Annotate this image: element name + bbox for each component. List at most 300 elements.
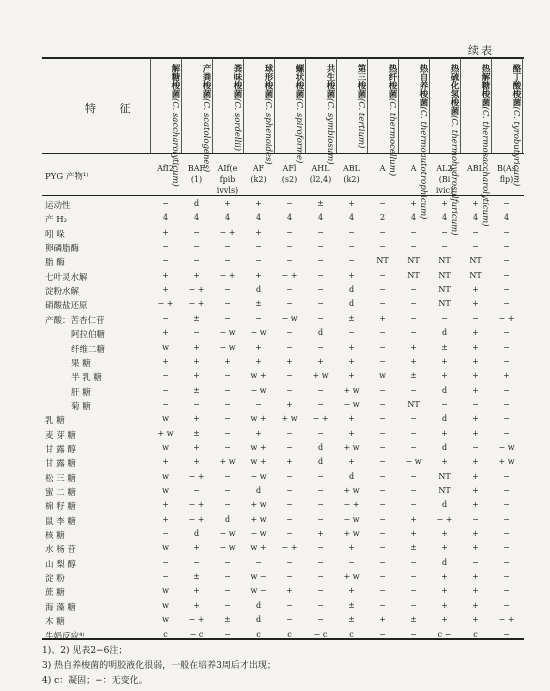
table-cell: − <box>162 371 169 381</box>
table-cell: + <box>441 356 448 366</box>
table-cell: − <box>503 270 510 280</box>
pyg-product-line: ivvls) <box>216 186 239 195</box>
table-cell: − <box>193 242 200 252</box>
table-cell: − <box>503 285 510 295</box>
table-cell: − <box>410 572 417 582</box>
table-cell: − <box>317 486 324 495</box>
row-label: 鼠 李 糖 <box>45 516 76 527</box>
species-name: 螺状梭菌 <box>294 64 304 98</box>
table-cell: + <box>317 356 324 366</box>
table-cell: c <box>256 629 261 639</box>
table-cell: − <box>379 457 386 467</box>
table-cell: + <box>441 572 448 582</box>
table-cell: − + <box>343 500 360 510</box>
table-cell: + <box>472 371 479 381</box>
table-cell: d <box>348 285 355 295</box>
table-cell: + <box>410 356 417 366</box>
table-cell: + w <box>343 385 360 395</box>
table-cell: − <box>317 572 324 582</box>
table-cell: + <box>379 615 386 625</box>
table-cell: − <box>224 385 231 395</box>
species-name: 热解糖梭菌 <box>480 64 490 107</box>
table-cell: + <box>193 342 200 352</box>
row-label: 山 梨 醇 <box>45 559 76 570</box>
table-cell: + <box>472 414 479 424</box>
table-cell: + <box>472 428 479 438</box>
pyg-product-line: AFl <box>282 164 297 173</box>
table-cell: + <box>348 371 355 381</box>
table-cell: + <box>286 457 293 467</box>
table-cell: − <box>286 600 293 610</box>
table-cell: + <box>348 199 355 208</box>
table-cell: − <box>503 500 510 510</box>
table-cell: + <box>441 529 448 539</box>
table-cell: − <box>379 328 386 338</box>
table-cell: + w <box>157 428 174 438</box>
table-cell: − <box>224 586 231 596</box>
row-label: 核 糖 <box>45 531 65 542</box>
table-cell: − <box>503 342 510 352</box>
table-cell: d <box>255 285 262 295</box>
table-cell: + <box>193 457 200 467</box>
table-cell: w <box>162 615 169 625</box>
table-cell: + <box>286 356 293 366</box>
row-label: 松 三 糖 <box>45 473 76 484</box>
table-cell: + <box>472 500 479 510</box>
table-cell: − <box>317 514 324 524</box>
table-cell: + w <box>219 457 236 467</box>
note-2: 3) 热自养梭菌的明胶液化很弱，一般在培养3周后才出现； <box>42 661 276 671</box>
table-cell: − <box>348 227 355 237</box>
species-latin-name: (C. tertium) <box>356 98 366 149</box>
table-cell: − <box>255 557 262 567</box>
table-cell: + <box>441 615 448 625</box>
table-cell: − <box>472 242 479 252</box>
table-cell: + <box>472 356 479 366</box>
species-name: 粪味梭菌 <box>232 64 242 98</box>
pyg-product-line: BAF <box>187 164 206 173</box>
table-cell: − + <box>498 313 515 323</box>
row-label: 产 H₂ <box>45 215 68 226</box>
table-cell: − <box>162 385 169 395</box>
column-divider <box>274 58 275 153</box>
row-label: 蔗 糖 <box>45 588 65 599</box>
table-cell: − <box>503 199 510 208</box>
table-cell: d <box>348 471 355 481</box>
pyg-product-cell <box>491 163 522 185</box>
row-label: 牛奶反应⁴⁾ <box>45 631 85 642</box>
species-name: 热纤梭菌 <box>387 64 397 98</box>
table-cell: − + <box>312 414 329 424</box>
table-cell: − <box>379 486 386 495</box>
table-cell: ± <box>193 428 200 438</box>
table-cell: 4 <box>410 213 417 223</box>
feature-column-header: 特 征 <box>85 102 141 115</box>
table-cell: + <box>255 199 262 208</box>
table-cell: − w <box>343 399 360 409</box>
table-cell: − + <box>219 227 236 237</box>
species-latin-name: (C. thermohydrosulfuricum) <box>449 115 459 236</box>
pyg-product-line: A <box>410 164 417 173</box>
pyg-product-line: (s2) <box>281 175 298 184</box>
table-cell: − <box>286 529 293 539</box>
table-cell: − <box>286 227 293 237</box>
table-cell: 4 <box>224 213 231 223</box>
table-cell: + w <box>250 500 267 510</box>
table-cell: + <box>348 342 355 352</box>
pyg-product-cell <box>243 163 274 185</box>
species-latin-name: (C. spiroforme) <box>294 98 304 164</box>
table-cell: − <box>193 399 200 409</box>
pyg-product-line: flp) <box>499 175 514 184</box>
table-cell: − <box>193 557 200 567</box>
table-cell: w + <box>250 371 267 381</box>
table-cell: − <box>224 471 231 481</box>
table-cell: − <box>441 313 448 323</box>
table-cell: + <box>162 328 169 338</box>
table-cell: w + <box>250 442 267 452</box>
table-cell: + <box>348 270 355 280</box>
table-cell: + <box>472 615 479 625</box>
table-cell: − <box>379 543 386 553</box>
table-cell: − <box>286 256 293 266</box>
table-cell: − <box>224 313 231 323</box>
table-cell: + <box>503 371 510 381</box>
table-cell: d <box>441 414 448 424</box>
pyg-product-line: (k2) <box>343 175 360 184</box>
table-cell: − <box>503 471 510 481</box>
table-cell: − <box>224 629 231 639</box>
table-cell: − <box>162 256 169 266</box>
table-cell: − <box>162 529 169 539</box>
table-cell: − <box>379 442 386 452</box>
table-cell: − <box>379 227 386 237</box>
table-cell: − + <box>188 471 205 481</box>
table-cell: + w <box>281 414 298 424</box>
table-cell: NT <box>438 285 451 295</box>
table-cell: − <box>472 557 479 567</box>
species-name: 热硫化氢梭菌 <box>449 64 459 115</box>
column-header <box>401 64 428 220</box>
table-cell: − <box>286 471 293 481</box>
table-cell: + <box>379 313 386 323</box>
table-cell: 4 <box>503 213 510 223</box>
table-cell: − <box>379 471 386 481</box>
pyg-product-line: B(As <box>497 164 516 173</box>
pyg-row-label: PYG 产物¹⁾ <box>45 172 89 182</box>
pyg-product-cell <box>398 163 429 174</box>
table-cell: − <box>410 242 417 252</box>
table-cell: + <box>348 457 355 467</box>
table-cell: − <box>472 227 479 237</box>
table-cell: − <box>224 442 231 452</box>
table-cell: − <box>286 385 293 395</box>
table-cell: − <box>224 500 231 510</box>
table-cell: − <box>503 629 510 639</box>
note-3: 4) c：凝固；−：无变化。 <box>42 676 148 686</box>
table-cell: − + <box>157 299 174 309</box>
table-cell: − + <box>436 514 453 524</box>
table-cell: − <box>410 600 417 610</box>
table-cell: − w <box>281 313 298 323</box>
table-cell: 4 <box>162 213 169 223</box>
table-cell: + <box>410 342 417 352</box>
table-cell: c <box>349 629 354 639</box>
table-cell: + <box>441 600 448 610</box>
table-cell: − <box>224 572 231 582</box>
table-cell: w <box>162 442 169 452</box>
table-cell: − w <box>405 457 422 467</box>
table-cell: − <box>224 399 231 409</box>
table-cell: − + <box>188 299 205 309</box>
table-cell: ± <box>255 299 262 309</box>
table-cell: − <box>317 385 324 395</box>
table-cell: − <box>286 572 293 582</box>
row-label: 蜜 二 糖 <box>45 488 76 498</box>
row-label: 卵磷脂酶 <box>45 244 80 255</box>
table-cell: + <box>472 572 479 582</box>
table-cell: − <box>224 428 231 438</box>
table-cell: − <box>286 500 293 510</box>
table-cell: − <box>379 529 386 539</box>
table-cell: + <box>255 227 262 237</box>
table-cell: w + <box>250 543 267 553</box>
table-cell: − <box>379 399 386 409</box>
table-cell: − <box>379 299 386 309</box>
table-cell: − <box>441 227 448 237</box>
table-cell: − <box>503 486 510 495</box>
column-divider <box>150 58 151 153</box>
table-cell: + <box>472 471 479 481</box>
table-cell: − <box>379 199 386 208</box>
continued-label: 续表 <box>468 44 494 57</box>
table-cell: + <box>162 270 169 280</box>
table-cell: + <box>348 586 355 596</box>
table-cell: w + <box>250 457 267 467</box>
row-label: 半 乳 糖 <box>71 373 102 384</box>
table-cell: + <box>255 270 262 280</box>
table-cell: ± <box>410 543 417 553</box>
table-cell: c − <box>437 629 452 639</box>
table-cell: − <box>503 586 510 596</box>
table-cell: ± <box>410 371 417 381</box>
species-name: 热自养梭菌 <box>418 64 428 107</box>
table-cell: − <box>224 414 231 424</box>
table-cell: − c <box>189 629 204 639</box>
table-cell: + <box>348 428 355 438</box>
table-cell: − c <box>313 629 328 639</box>
table-cell: − <box>193 227 200 237</box>
species-latin-name: (C. sphenoides) <box>263 98 273 165</box>
table-cell: + <box>255 428 262 438</box>
table-cell: + <box>472 199 479 208</box>
pyg-product-cell <box>460 163 491 174</box>
row-label: 水 杨 苷 <box>45 545 76 556</box>
table-cell: w <box>162 600 169 610</box>
table-cell: − <box>503 572 510 582</box>
table-cell: − <box>503 356 510 366</box>
table-cell: + <box>410 529 417 539</box>
note-1: 1)、2) 见表2−6注； <box>42 646 128 656</box>
table-cell: − <box>472 399 479 409</box>
row-label: 乳 糖 <box>45 416 65 427</box>
table-cell: + <box>472 600 479 610</box>
table-cell: NT <box>438 299 451 309</box>
table-cell: + <box>472 586 479 596</box>
species-name: 共生梭菌 <box>325 64 335 98</box>
table-cell: d <box>255 615 262 625</box>
column-divider <box>491 58 492 153</box>
table-cell: − w <box>250 385 267 395</box>
table-cell: + <box>193 442 200 452</box>
table-cell: − <box>503 385 510 395</box>
table-cell: + w <box>498 457 515 467</box>
table-cell: + <box>472 328 479 338</box>
table-cell: − <box>410 299 417 309</box>
table-cell: NT <box>469 270 482 280</box>
table-cell: − + <box>188 514 205 524</box>
column-divider <box>367 58 368 153</box>
table-cell: − <box>503 299 510 309</box>
pyg-product-cell <box>336 163 367 185</box>
table-cell: − <box>410 328 417 338</box>
table-cell: − <box>193 256 200 266</box>
row-label: 淀 粉 <box>45 574 65 585</box>
table-cell: + <box>193 270 200 280</box>
table-cell: NT <box>407 256 420 266</box>
table-cell: − <box>379 586 386 596</box>
row-label: 麦 芽 糖 <box>45 430 76 441</box>
table-cell: − <box>317 242 324 252</box>
table-cell: + <box>472 285 479 295</box>
row-label: 硝酸盐还原 <box>45 301 88 312</box>
table-cell: − <box>503 557 510 567</box>
table-cell: + <box>472 342 479 352</box>
table-cell: − w <box>498 442 515 452</box>
species-name: 第三梭菌 <box>356 64 366 98</box>
pyg-product-line: AHL <box>311 164 330 173</box>
table-cell: 2 <box>379 213 386 223</box>
table-cell: − <box>410 428 417 438</box>
pyg-product-cell <box>212 163 243 196</box>
table-cell: − + <box>188 615 205 625</box>
table-cell: d <box>441 442 448 452</box>
table-cell: − <box>348 256 355 266</box>
species-name: 产粪梭菌 <box>201 64 211 98</box>
pyg-product-cell <box>367 163 398 174</box>
table-cell: + <box>162 227 169 237</box>
table-cell: − <box>348 557 355 567</box>
species-name: 球形梭菌 <box>263 64 273 98</box>
table-cell: − <box>410 471 417 481</box>
table-cell: − <box>317 500 324 510</box>
table-cell: − <box>317 313 324 323</box>
table-cell: + w <box>343 572 360 582</box>
species-latin-name: (C. thermocellum) <box>387 98 397 177</box>
table-cell: w − <box>250 586 267 596</box>
row-label: 木 糖 <box>45 617 65 628</box>
table-cell: − w <box>343 514 360 524</box>
table-cell: − <box>317 299 324 309</box>
table-cell: ± <box>410 615 417 625</box>
row-label: 果 糖 <box>71 358 91 369</box>
table-cell: + <box>193 371 200 381</box>
table-cell: + <box>286 586 293 596</box>
table-cell: − <box>224 600 231 610</box>
species-latin-name: (C. saccharolyticum) <box>170 98 180 187</box>
table-cell: − <box>379 385 386 395</box>
column-header <box>277 64 304 164</box>
table-cell: − <box>410 486 417 495</box>
table-cell: + w <box>343 442 360 452</box>
pyg-product-line: (1) <box>190 175 203 184</box>
table-cell: 4 <box>348 213 355 223</box>
table-cell: − <box>193 328 200 338</box>
table-cell: − <box>379 242 386 252</box>
table-cell: − <box>286 371 293 381</box>
table-cell: − <box>286 486 293 495</box>
table-cell: + <box>193 600 200 610</box>
table-cell: w <box>379 371 386 381</box>
table-cell: − <box>379 270 386 280</box>
table-cell: − <box>224 256 231 266</box>
table-cell: d <box>441 557 448 567</box>
table-cell: − <box>410 313 417 323</box>
table-cell: − <box>348 328 355 338</box>
table-cell: − <box>503 328 510 338</box>
table-cell: − <box>255 256 262 266</box>
table-cell: − <box>410 385 417 395</box>
table-cell: + <box>317 529 324 539</box>
column-divider <box>336 58 337 153</box>
column-divider <box>429 58 430 153</box>
column-divider <box>181 58 182 153</box>
table-cell: − <box>286 342 293 352</box>
table-cell: + <box>348 543 355 553</box>
table-cell: − w <box>219 543 236 553</box>
table-cell: ± <box>193 572 200 582</box>
table-cell: + <box>472 299 479 309</box>
table-cell: − w <box>219 328 236 338</box>
table-cell: − <box>286 285 293 295</box>
table-cell: − <box>503 227 510 237</box>
table-cell: d <box>317 328 324 338</box>
column-header <box>215 64 242 152</box>
table-cell: − <box>379 572 386 582</box>
table-cell: − <box>379 342 386 352</box>
table-cell: − <box>410 629 417 639</box>
table-cell: − <box>286 442 293 452</box>
table-cell: ± <box>317 199 324 208</box>
table-cell: NT <box>438 256 451 266</box>
table-cell: − <box>286 615 293 625</box>
table-cell: − <box>317 615 324 625</box>
species-latin-name: (C. thermosaccharolyticum) <box>480 106 490 227</box>
table-cell: d <box>441 500 448 510</box>
table-cell: − <box>317 342 324 352</box>
table-cell: − <box>255 399 262 409</box>
row-label: 肝 糖 <box>71 387 91 398</box>
table-cell: NT <box>438 486 451 495</box>
table-cell: d <box>441 385 448 395</box>
column-header <box>339 64 366 152</box>
table-cell: − w <box>219 529 236 539</box>
table-cell: − <box>379 557 386 567</box>
table-cell: − <box>379 356 386 366</box>
table-cell: + <box>441 199 448 208</box>
table-cell: − <box>379 514 386 524</box>
table-cell: − + <box>281 270 298 280</box>
